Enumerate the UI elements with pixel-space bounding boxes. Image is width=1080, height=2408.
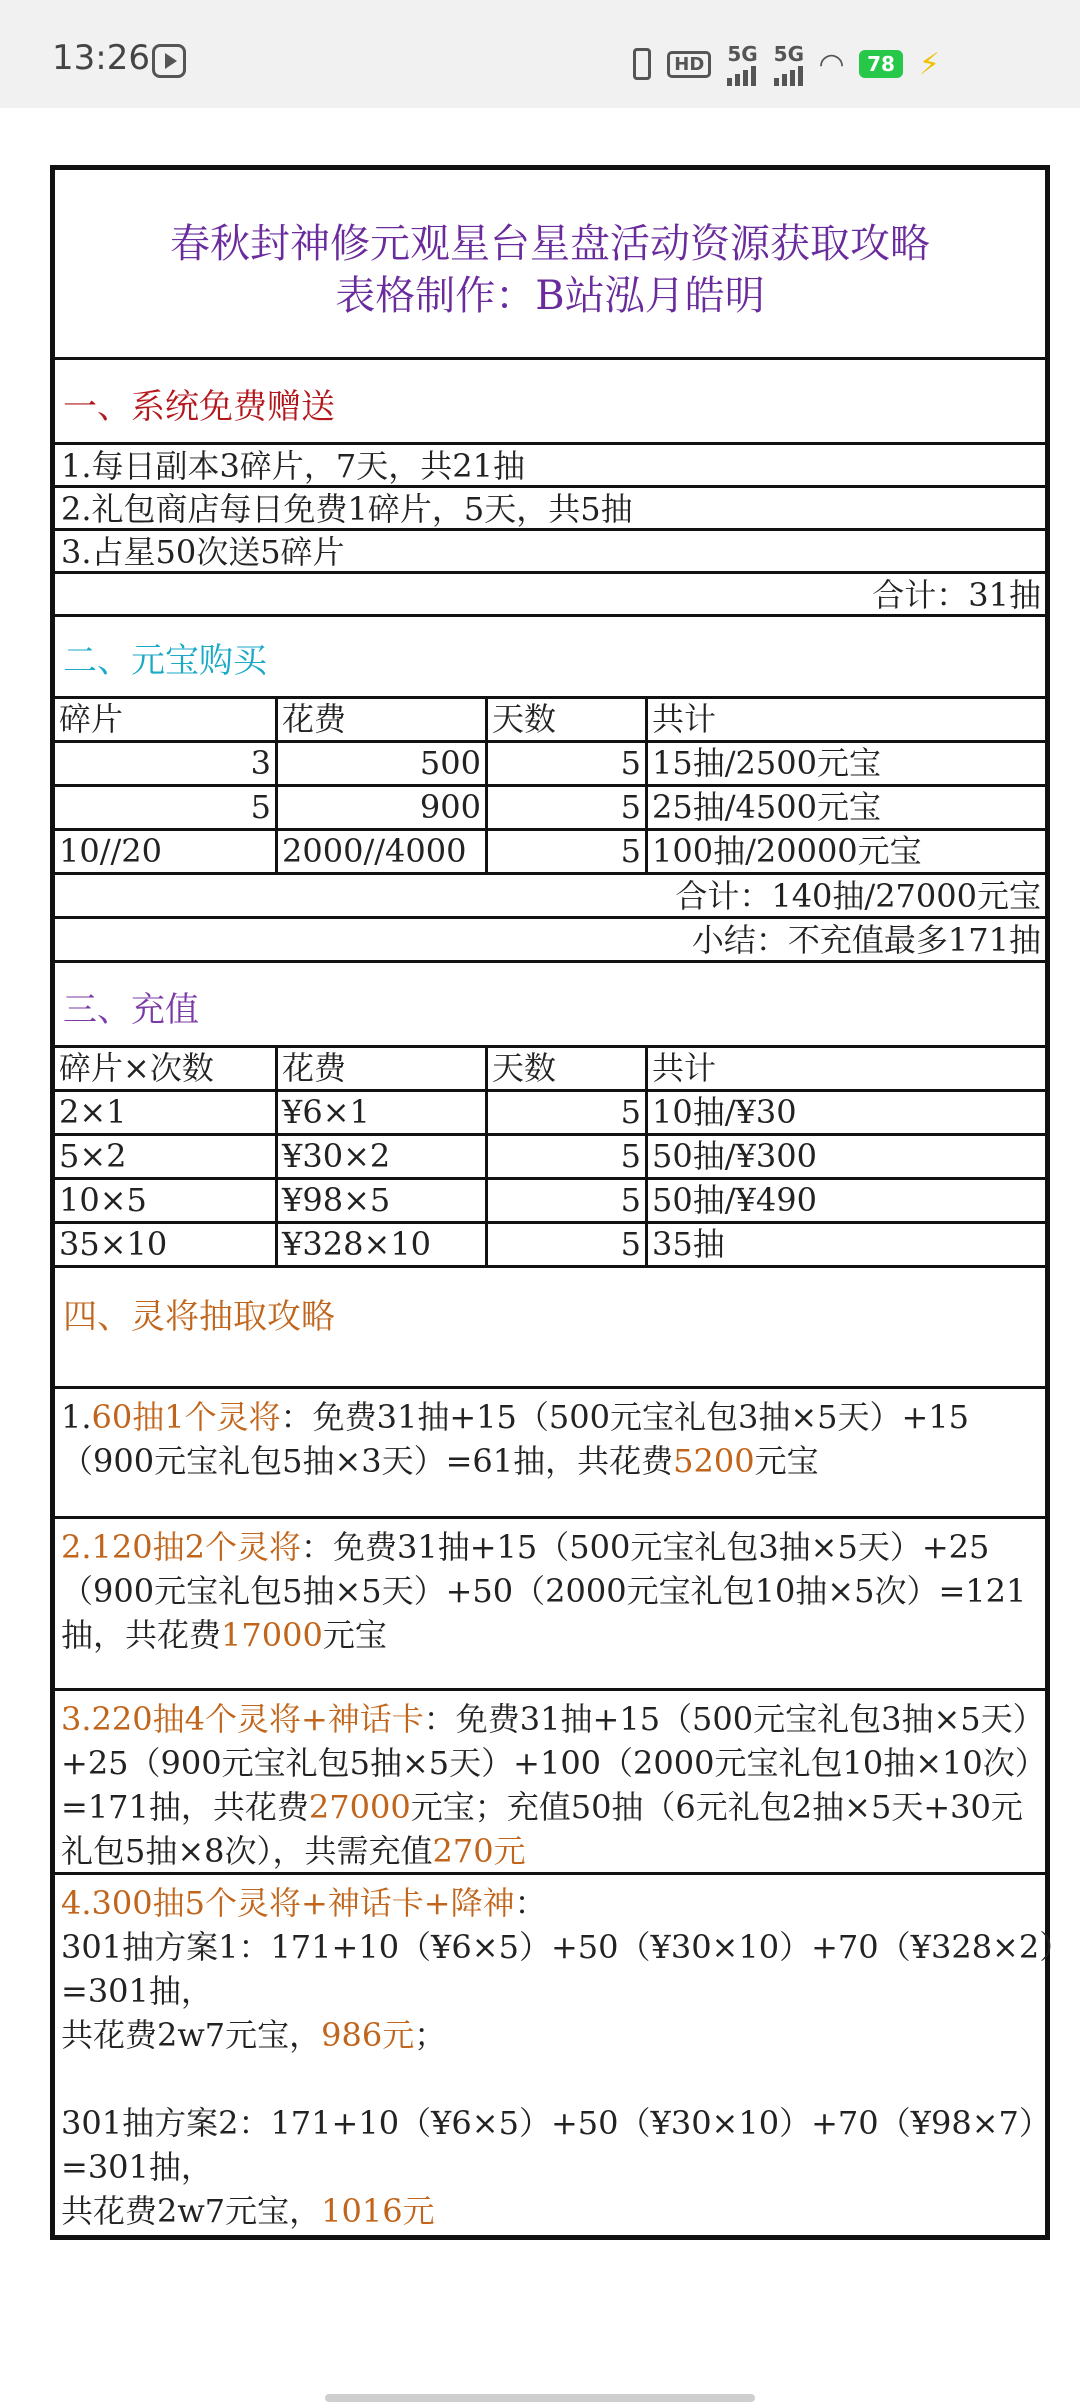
signal-1-icon: 5G [727, 42, 757, 86]
strategy-3: 3.220抽4个灵将+神话卡：免费31抽+15（500元宝礼包3抽×5天）+25（900元宝礼包5抽×5天）+100（2000元宝礼包10抽×10次）=171抽，共花费27000元宝；充值50抽（6元礼包2抽×5天+30元礼包5抽×8次），共需充值270元 [55, 1691, 1045, 1875]
table-cell: 5 [488, 1180, 648, 1221]
charging-icon: ⚡ [918, 46, 940, 82]
table-cell: 2000//4000 [278, 831, 488, 872]
strategy-4: 4.300抽5个灵将+神话卡+降神： 301抽方案1：171+10（¥6×5）+50（¥30×10）+70（¥328×2） =301抽， 共花费2w7元宝，986元； 301抽方案2：171+10（¥6×5）+50（¥30×10）+70（¥98×7） =301抽， 共花费2w7元宝，1016元 [61, 1884, 1072, 2230]
sheet-title [55, 170, 1045, 360]
table-cell: 10抽/¥30 [652, 1093, 797, 1131]
table-cell: 35抽 [652, 1225, 725, 1263]
table-cell: 500 [278, 743, 488, 784]
section3-header-row [55, 1048, 1045, 1092]
table-cell: 5 [488, 743, 648, 784]
table-cell: 5 [488, 1092, 648, 1133]
section1-heading: 一、系统免费赠送 [55, 360, 1045, 445]
table-cell: 50抽/¥490 [652, 1181, 817, 1219]
table-cell: ¥98×5 [278, 1180, 488, 1221]
clock: 13:26 [52, 38, 150, 78]
gesture-nav-bar[interactable] [325, 2394, 755, 2402]
col-header: 共计 [652, 1049, 717, 1087]
table-cell: 900 [278, 787, 488, 828]
table-row [55, 1092, 1045, 1136]
section2-summary: 小结：不充值最多171抽 [55, 919, 1045, 963]
table-cell: ¥328×10 [278, 1224, 488, 1265]
col-header: 共计 [652, 700, 717, 738]
table-row [55, 787, 1045, 831]
col-header: 花费 [278, 699, 488, 740]
table-row [55, 1136, 1045, 1180]
table-cell: 5 [488, 787, 648, 828]
wifi-icon: ◠ [820, 46, 844, 82]
section2-header-row [55, 699, 1045, 743]
battery-icon: 78 [859, 50, 903, 78]
title-line-2: 表格制作：B站泓月皓明 [335, 273, 765, 319]
strategy-2: 2.120抽2个灵将：免费31抽+15（500元宝礼包3抽×5天）+25（900元宝礼包5抽×5天）+50（2000元宝礼包10抽×5次）=121抽，共花费17000元宝 [55, 1519, 1045, 1691]
table-cell: 25抽/4500元宝 [652, 788, 881, 826]
title-line-1: 春秋封神修元观星台星盘活动资源获取攻略 [170, 221, 930, 267]
table-row [55, 743, 1045, 787]
table-row [55, 1180, 1045, 1224]
table-cell: 100抽/20000元宝 [652, 832, 922, 870]
col-header: 碎片 [55, 699, 278, 740]
section2-total: 合计：140抽/27000元宝 [55, 875, 1045, 919]
table-cell: 5 [488, 831, 648, 872]
table-cell: 10×5 [55, 1180, 278, 1221]
section1-total: 合计：31抽 [55, 574, 1045, 617]
table-row [55, 1224, 1045, 1268]
table-cell: 5×2 [55, 1136, 278, 1177]
hd-icon: HD [667, 51, 711, 78]
table-cell: 15抽/2500元宝 [652, 744, 881, 782]
table-cell: 5 [488, 1136, 648, 1177]
media-play-icon [152, 44, 186, 78]
section1-item: 1.每日副本3碎片，7天，共21抽 [55, 445, 1045, 488]
status-icons [633, 42, 940, 86]
table-cell: ¥6×1 [278, 1092, 488, 1133]
table-cell: 2×1 [55, 1092, 278, 1133]
table-cell: 5 [55, 787, 278, 828]
status-bar [0, 0, 1080, 108]
strategy-1: 1.60抽1个灵将：免费31抽+15（500元宝礼包3抽×5天）+15（900元宝礼包5抽×3天）=61抽，共花费5200元宝 [55, 1389, 1045, 1519]
signal-2-icon: 5G [774, 42, 804, 86]
table-cell: 3 [55, 743, 278, 784]
col-header: 天数 [488, 1048, 648, 1089]
section3-heading: 三、充值 [55, 963, 1045, 1048]
table-cell: 50抽/¥300 [652, 1137, 817, 1175]
vibrate-icon [633, 48, 651, 80]
section2-heading: 二、元宝购买 [55, 617, 1045, 699]
table-cell: 10//20 [55, 831, 278, 872]
col-header: 碎片×次数 [55, 1048, 278, 1089]
section4-heading: 四、灵将抽取攻略 [63, 1297, 335, 1337]
table-row [55, 831, 1045, 875]
strategy-sheet [50, 165, 1072, 2240]
table-cell: 5 [488, 1224, 648, 1265]
table-cell: 35×10 [55, 1224, 278, 1265]
col-header: 花费 [278, 1048, 488, 1089]
col-header: 天数 [488, 699, 648, 740]
section1-item: 3.占星50次送5碎片 [55, 531, 1045, 574]
section1-item: 2.礼包商店每日免费1碎片，5天，共5抽 [55, 488, 1045, 531]
table-cell: ¥30×2 [278, 1136, 488, 1177]
